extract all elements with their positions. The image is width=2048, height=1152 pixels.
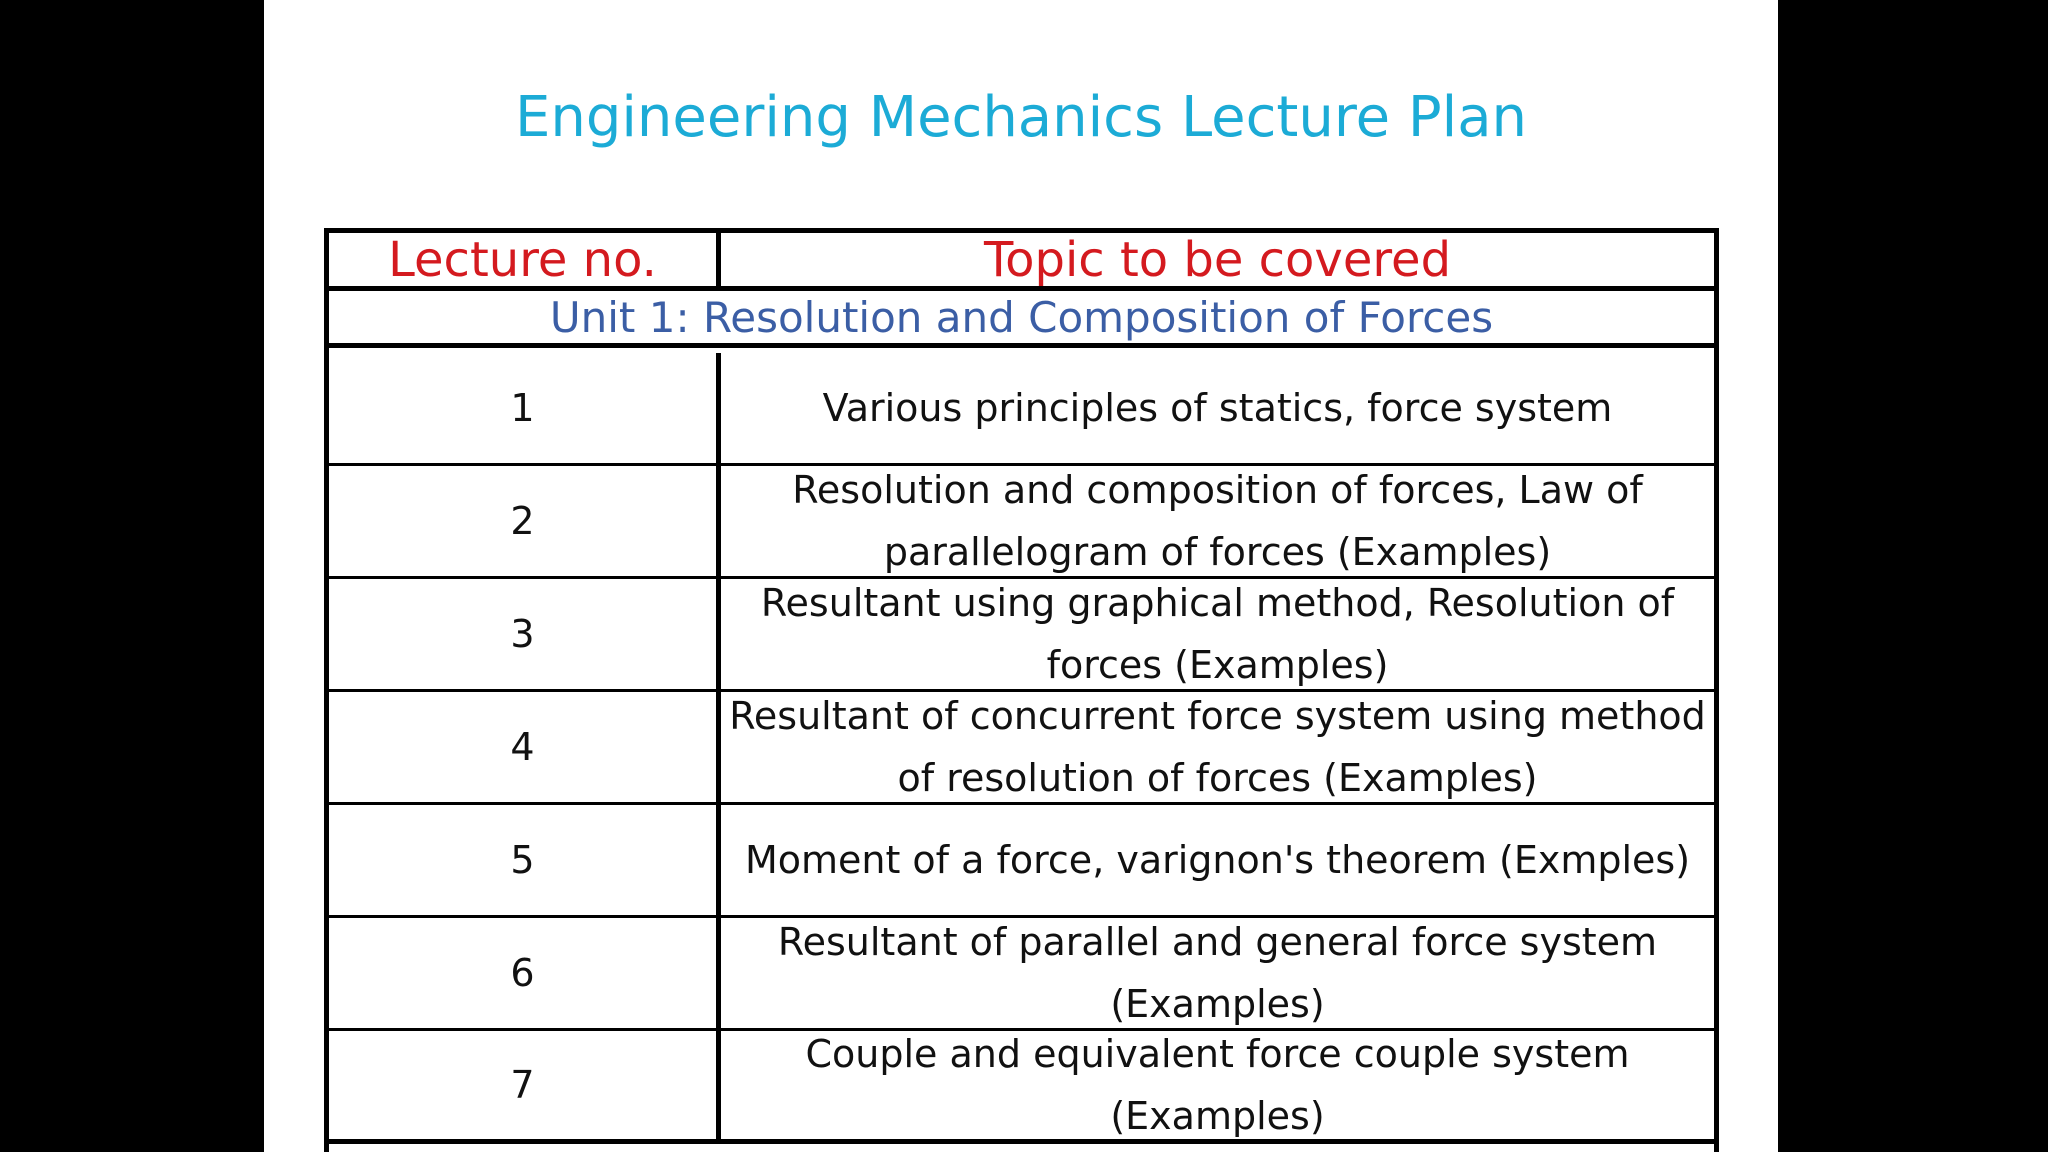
lecture-number: 6 xyxy=(510,951,535,995)
lecture-no-cell xyxy=(329,466,721,576)
topic-cell xyxy=(721,353,1714,463)
lecture-no-cell xyxy=(329,805,721,915)
table-row xyxy=(329,918,1714,1031)
header-lecture-no: Lecture no. xyxy=(388,231,657,288)
topic-cell xyxy=(721,466,1714,576)
unit-heading: Unit 1: Resolution and Composition of Forces xyxy=(549,292,1494,342)
table-header-row xyxy=(329,233,1714,291)
topic-text: Resultant using graphical method, Resolution of forces (Examples) xyxy=(760,581,1675,687)
topic-cell xyxy=(721,805,1714,915)
lecture-no-cell xyxy=(329,692,721,802)
lecture-number: 4 xyxy=(510,725,535,769)
lecture-plan-table xyxy=(324,228,1719,1152)
lecture-no-cell xyxy=(329,918,721,1028)
topic-text: Various principles of statics, force system xyxy=(822,386,1613,430)
lecture-number: 5 xyxy=(510,838,535,882)
slide xyxy=(264,0,1778,1152)
table-row xyxy=(329,1031,1714,1144)
topic-text: Resultant of parallel and general force system (Examples) xyxy=(777,920,1658,1026)
table-row xyxy=(329,579,1714,692)
page-title: Engineering Mechanics Lecture Plan xyxy=(514,85,1528,150)
topic-text: Resolution and composition of forces, Law of parallelogram of forces (Examples) xyxy=(792,468,1643,574)
table-row xyxy=(329,466,1714,579)
topic-text: Resultant of concurrent force system using method of resolution of forces (Examples) xyxy=(729,694,1706,800)
topic-cell xyxy=(721,918,1714,1028)
topic-text: Moment of a force, varignon's theorem (Exmples) xyxy=(744,838,1691,882)
lecture-number: 1 xyxy=(510,386,535,430)
table-row xyxy=(329,353,1714,466)
topic-cell xyxy=(721,1031,1714,1139)
header-topic: Topic to be covered xyxy=(983,231,1452,288)
lecture-number: 3 xyxy=(510,612,535,656)
topic-text: Couple and equivalent force couple system (Examples) xyxy=(805,1032,1630,1138)
topic-cell xyxy=(721,579,1714,689)
lecture-number: 7 xyxy=(510,1063,535,1107)
lecture-number: 2 xyxy=(510,499,535,543)
unit-heading-row xyxy=(329,291,1714,348)
topic-cell xyxy=(721,692,1714,802)
lecture-no-cell xyxy=(329,353,721,463)
table-row xyxy=(329,805,1714,918)
header-lecture-no-cell xyxy=(329,233,721,286)
table-row xyxy=(329,692,1714,805)
lecture-no-cell xyxy=(329,579,721,689)
lecture-no-cell xyxy=(329,1031,721,1139)
header-topic-cell xyxy=(721,233,1714,286)
